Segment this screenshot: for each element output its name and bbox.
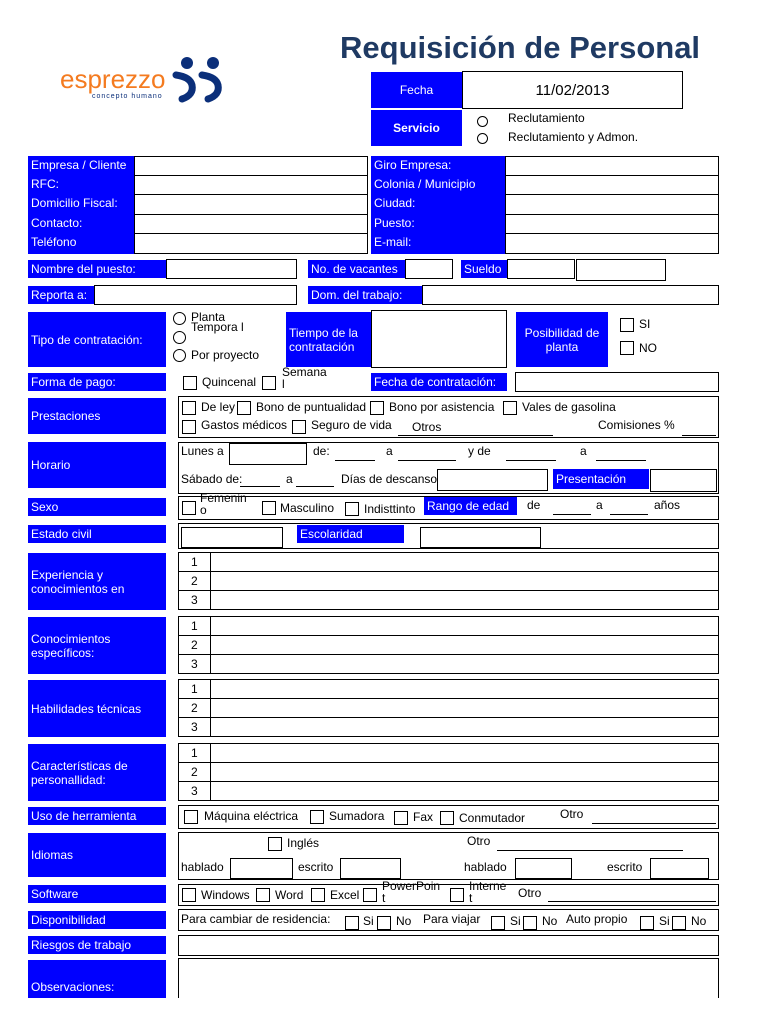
option-quincenal: Quincenal xyxy=(202,375,257,389)
option-semanal: Semana l xyxy=(282,365,327,391)
habilidades-input-2[interactable] xyxy=(211,699,718,717)
row-number-1: 1 xyxy=(191,682,198,696)
label-idioma-otro: Otro xyxy=(467,834,491,848)
row-number-2: 2 xyxy=(191,638,198,652)
label-a-1: a xyxy=(386,444,393,458)
checkbox-excel[interactable] xyxy=(311,888,325,902)
experiencia-input-1[interactable] xyxy=(211,553,718,571)
label-herramienta-otro: Otro xyxy=(560,807,584,821)
option-excel: Excel xyxy=(330,888,360,902)
option-residencia-si: Si xyxy=(363,914,374,928)
checkbox-indistinto[interactable] xyxy=(345,502,359,516)
option-planta: Planta xyxy=(191,310,226,324)
habilidades-input-3[interactable] xyxy=(211,718,718,736)
label-sabado: Sábado de: xyxy=(181,472,243,486)
checkbox-quincenal[interactable] xyxy=(183,376,197,390)
conocimientos-input-2[interactable] xyxy=(211,636,718,654)
fecha-value: 11/02/2013 xyxy=(535,81,610,99)
checkbox-no[interactable] xyxy=(620,341,634,355)
input-estado-civil[interactable] xyxy=(181,527,283,548)
label-conocimientos: Conocimientos específicos: xyxy=(28,617,166,674)
input-otro-hablado[interactable] xyxy=(515,858,572,879)
row-number-1: 1 xyxy=(191,746,198,760)
row-number-3: 3 xyxy=(191,657,198,671)
client-left-labels xyxy=(28,156,134,254)
checkbox-masculino[interactable] xyxy=(262,501,276,515)
checkbox-ingles[interactable] xyxy=(268,837,282,851)
radio-temporal[interactable] xyxy=(173,331,186,344)
label-tipo-contratacion: Tipo de contratación: xyxy=(28,312,166,367)
label-horario: Horario xyxy=(28,442,166,488)
radio-reclutamiento-admon[interactable] xyxy=(477,133,488,144)
row-number-3: 3 xyxy=(191,593,198,607)
input-colonia[interactable] xyxy=(505,175,719,195)
input-ingles-hablado[interactable] xyxy=(230,858,293,879)
row-number-1: 1 xyxy=(191,619,198,633)
herramienta-otro-line[interactable] xyxy=(592,823,716,824)
horario-de-line[interactable] xyxy=(335,460,375,461)
radio-proyecto[interactable] xyxy=(173,349,186,362)
option-word: Word xyxy=(275,888,304,902)
label-estado-civil: Estado civil xyxy=(28,525,166,543)
option-conmutador: Conmutador xyxy=(459,811,526,825)
label-domicilio: Domicilio Fiscal: xyxy=(31,196,118,210)
row-number-3: 3 xyxy=(191,784,198,798)
label-ingles-hablado: hablado xyxy=(181,860,224,874)
label-software-otro: Otro xyxy=(518,886,542,900)
option-internet: Interne t xyxy=(469,879,507,905)
label-rfc: RFC: xyxy=(31,177,59,191)
checkbox-residencia-si[interactable] xyxy=(345,916,359,930)
row-number-2: 2 xyxy=(191,574,198,588)
input-email[interactable] xyxy=(505,233,719,254)
checkbox-si[interactable] xyxy=(620,318,634,332)
label-observaciones: Observaciones: xyxy=(28,960,166,998)
input-contacto[interactable] xyxy=(134,214,368,234)
option-de-ley: De ley xyxy=(201,400,236,414)
experiencia-input-3[interactable] xyxy=(211,591,718,609)
checkbox-auto-no[interactable] xyxy=(672,916,686,930)
label-yde: y de xyxy=(468,444,491,458)
label-dom-trabajo: Dom. del trabajo: xyxy=(308,286,422,304)
input-presentacion[interactable] xyxy=(650,469,717,492)
option-residencia-no: No xyxy=(396,914,412,928)
option-proyecto: Por proyecto xyxy=(191,348,260,362)
idioma-otro-line[interactable] xyxy=(497,850,683,851)
row-number-2: 2 xyxy=(191,701,198,715)
checkbox-femenino[interactable] xyxy=(182,501,196,515)
input-riesgos[interactable] xyxy=(178,935,719,956)
option-asistencia: Bono por asistencia xyxy=(389,400,495,414)
otros-line[interactable] xyxy=(398,435,553,436)
input-dom-trabajo[interactable] xyxy=(422,285,719,305)
sabado-a-line[interactable] xyxy=(296,486,334,487)
option-windows: Windows xyxy=(201,888,250,902)
habilidades-input-1[interactable] xyxy=(211,680,718,698)
horario-a1-line[interactable] xyxy=(398,460,456,461)
page-title: Requisición de Personal xyxy=(340,30,701,65)
label-comisiones: Comisiones % xyxy=(598,418,675,432)
option-gastos-medicos: Gastos médicos xyxy=(201,418,288,432)
option-femenino: Femenin o xyxy=(200,491,247,517)
row-number-2: 2 xyxy=(191,765,198,779)
label-forma-pago: Forma de pago: xyxy=(28,373,166,391)
option-auto-si: Si xyxy=(659,914,670,928)
label-email: E-mail: xyxy=(374,235,412,249)
label-escolaridad: Escolaridad xyxy=(297,525,404,543)
input-otro-escrito[interactable] xyxy=(650,858,709,879)
label-otro-hablado: hablado xyxy=(464,860,507,874)
checkbox-powerpoint[interactable] xyxy=(363,888,377,902)
label-de: de: xyxy=(313,444,330,458)
label-personalidad: Características de personallidad: xyxy=(28,744,166,801)
checkbox-maquina[interactable] xyxy=(184,810,198,824)
label-herramienta: Uso de herramienta xyxy=(28,807,166,825)
option-maquina: Máquina eléctrica xyxy=(204,809,299,823)
label-experiencia: Experiencia y conocimientos en xyxy=(28,553,166,610)
label-edad-a: a xyxy=(596,498,603,512)
checkbox-de-ley[interactable] xyxy=(182,401,196,415)
option-si: SI xyxy=(639,317,651,331)
label-nombre-puesto: Nombre del puesto: xyxy=(28,260,166,278)
label-puesto: Puesto: xyxy=(374,216,415,230)
client-left-block xyxy=(28,156,368,254)
horario-a2-line[interactable] xyxy=(596,460,646,461)
personalidad-input-3[interactable] xyxy=(211,782,718,800)
input-fecha-contratacion[interactable] xyxy=(515,372,719,392)
input-descanso[interactable] xyxy=(437,469,548,491)
label-tiempo-contratacion: Tiempo de la contratación xyxy=(286,312,371,367)
input-telefono[interactable] xyxy=(134,233,368,254)
checkbox-auto-si[interactable] xyxy=(640,916,654,930)
conocimientos-input-3[interactable] xyxy=(211,655,718,673)
sabado-line[interactable] xyxy=(240,486,280,487)
label-otro-escrito: escrito xyxy=(607,860,643,874)
input-nombre-puesto[interactable] xyxy=(166,259,297,279)
label-a-2: a xyxy=(580,444,587,458)
option-masculino: Masculino xyxy=(280,501,335,515)
label-ingles-escrito: escrito xyxy=(298,860,334,874)
input-domicilio[interactable] xyxy=(134,194,368,215)
label-ciudad: Ciudad: xyxy=(374,196,416,210)
label-descanso: Días de descanso xyxy=(341,472,438,486)
checkbox-viajar-no[interactable] xyxy=(523,916,537,930)
label-prestaciones: Prestaciones xyxy=(28,398,166,434)
experiencia-input-2[interactable] xyxy=(211,572,718,590)
conocimientos-table xyxy=(178,616,719,674)
option-powerpoint: PowerPoin t xyxy=(382,879,441,905)
experiencia-table xyxy=(178,552,719,610)
label-giro: Giro Empresa: xyxy=(374,158,452,172)
servicio-option-2: Reclutamiento y Admon. xyxy=(508,130,639,144)
horario-yde-line[interactable] xyxy=(506,460,556,461)
label-colonia: Colonia / Municipio xyxy=(374,177,476,191)
option-indistinto: Indisttinto xyxy=(364,502,416,516)
label-otros: Otros xyxy=(412,420,442,434)
personalidad-input-2[interactable] xyxy=(211,763,718,781)
input-empresa[interactable] xyxy=(134,156,368,176)
label-edad-de: de xyxy=(527,498,541,512)
option-sumadora: Sumadora xyxy=(329,809,385,823)
label-disponibilidad: Disponibilidad xyxy=(28,911,166,929)
option-viajar-no: No xyxy=(542,914,558,928)
checkbox-gastos-medicos[interactable] xyxy=(182,420,196,434)
conocimientos-input-1[interactable] xyxy=(211,617,718,635)
input-giro[interactable] xyxy=(505,156,719,176)
input-ingles-escrito[interactable] xyxy=(340,858,401,879)
checkbox-conmutador[interactable] xyxy=(440,811,454,825)
label-presentacion: Presentación xyxy=(553,469,649,489)
input-lunes-a[interactable] xyxy=(229,443,307,465)
radio-reclutamiento[interactable] xyxy=(477,116,488,127)
label-software: Software xyxy=(28,885,166,903)
checkbox-fax[interactable] xyxy=(394,811,408,825)
option-viajar-si: Si xyxy=(510,914,521,928)
input-rfc[interactable] xyxy=(134,175,368,195)
input-puesto[interactable] xyxy=(505,214,719,234)
personalidad-input-1[interactable] xyxy=(211,744,718,762)
habilidades-table xyxy=(178,679,719,737)
checkbox-word[interactable] xyxy=(256,888,270,902)
client-right-block xyxy=(371,156,719,254)
label-a-3: a xyxy=(286,472,293,486)
checkbox-semanal[interactable] xyxy=(262,376,276,390)
input-escolaridad[interactable] xyxy=(420,527,541,548)
label-reporta: Reporta a: xyxy=(28,286,94,304)
label-vacantes: No. de vacantes xyxy=(308,260,405,278)
checkbox-asistencia[interactable] xyxy=(370,401,384,415)
option-no: NO xyxy=(639,341,657,355)
logo-tagline: concepto humano xyxy=(92,93,163,100)
radio-planta[interactable] xyxy=(173,312,186,325)
option-ingles: Inglés xyxy=(287,836,320,850)
label-sueldo: Sueldo xyxy=(461,260,507,278)
option-auto-no: No xyxy=(691,914,707,928)
option-fax: Fax xyxy=(413,810,434,824)
label-fecha-contratacion: Fecha de contratación: xyxy=(371,373,507,391)
personalidad-table xyxy=(178,743,719,801)
checkbox-seguro-vida[interactable] xyxy=(292,420,306,434)
label-telefono: Teléfono xyxy=(31,235,77,249)
company-logo xyxy=(30,15,250,145)
checkbox-puntualidad[interactable] xyxy=(237,401,251,415)
input-observaciones[interactable] xyxy=(178,958,719,998)
label-anos: años xyxy=(654,498,681,512)
input-sueldo-2[interactable] xyxy=(576,259,666,281)
input-tiempo-contratacion[interactable] xyxy=(371,310,507,368)
checkbox-residencia-no[interactable] xyxy=(377,916,391,930)
option-puntualidad: Bono de puntualidad xyxy=(256,400,367,414)
edad-a-line[interactable] xyxy=(610,514,648,515)
row-number-3: 3 xyxy=(191,720,198,734)
comisiones-line[interactable] xyxy=(682,435,716,436)
checkbox-sumadora[interactable] xyxy=(310,810,324,824)
fecha-label: Fecha xyxy=(371,72,462,108)
input-reporta[interactable] xyxy=(94,285,297,305)
checkbox-gasolina[interactable] xyxy=(503,401,517,415)
checkbox-internet[interactable] xyxy=(450,888,464,902)
label-habilidades: Habilidades técnicas xyxy=(28,680,166,737)
checkbox-viajar-si[interactable] xyxy=(491,916,505,930)
label-empresa: Empresa / Cliente xyxy=(31,158,127,172)
input-vacantes[interactable] xyxy=(405,259,453,279)
edad-de-line[interactable] xyxy=(553,514,591,515)
input-ciudad[interactable] xyxy=(505,194,719,215)
label-lunes: Lunes a xyxy=(181,444,224,458)
option-gasolina: Vales de gasolina xyxy=(522,400,616,414)
label-idiomas: Idiomas xyxy=(28,833,166,877)
label-sexo: Sexo xyxy=(28,498,166,516)
software-otro-line[interactable] xyxy=(548,901,716,902)
label-rango-edad: Rango de edad xyxy=(424,497,517,515)
fecha-field[interactable] xyxy=(462,71,683,109)
label-contacto: Contacto: xyxy=(31,216,83,230)
label-residencia: Para cambiar de residencia: xyxy=(181,912,331,926)
logo-wordmark: esprezzo xyxy=(60,64,166,94)
option-seguro-vida: Seguro de vida xyxy=(311,418,392,432)
label-viajar: Para viajar xyxy=(423,912,481,926)
client-right-labels xyxy=(371,156,505,254)
label-posibilidad-planta: Posibilidad de planta xyxy=(516,312,608,367)
servicio-label: Servicio xyxy=(371,110,462,146)
input-sueldo[interactable] xyxy=(507,259,575,279)
row-number-1: 1 xyxy=(191,555,198,569)
logo-mark-icon xyxy=(172,55,228,105)
label-auto: Auto propio xyxy=(566,912,628,926)
label-riesgos: Riesgos de trabajo xyxy=(28,936,166,954)
checkbox-windows[interactable] xyxy=(182,888,196,902)
servicio-option-1: Reclutamiento xyxy=(508,111,585,125)
option-temporal: Tempora l xyxy=(191,320,244,334)
